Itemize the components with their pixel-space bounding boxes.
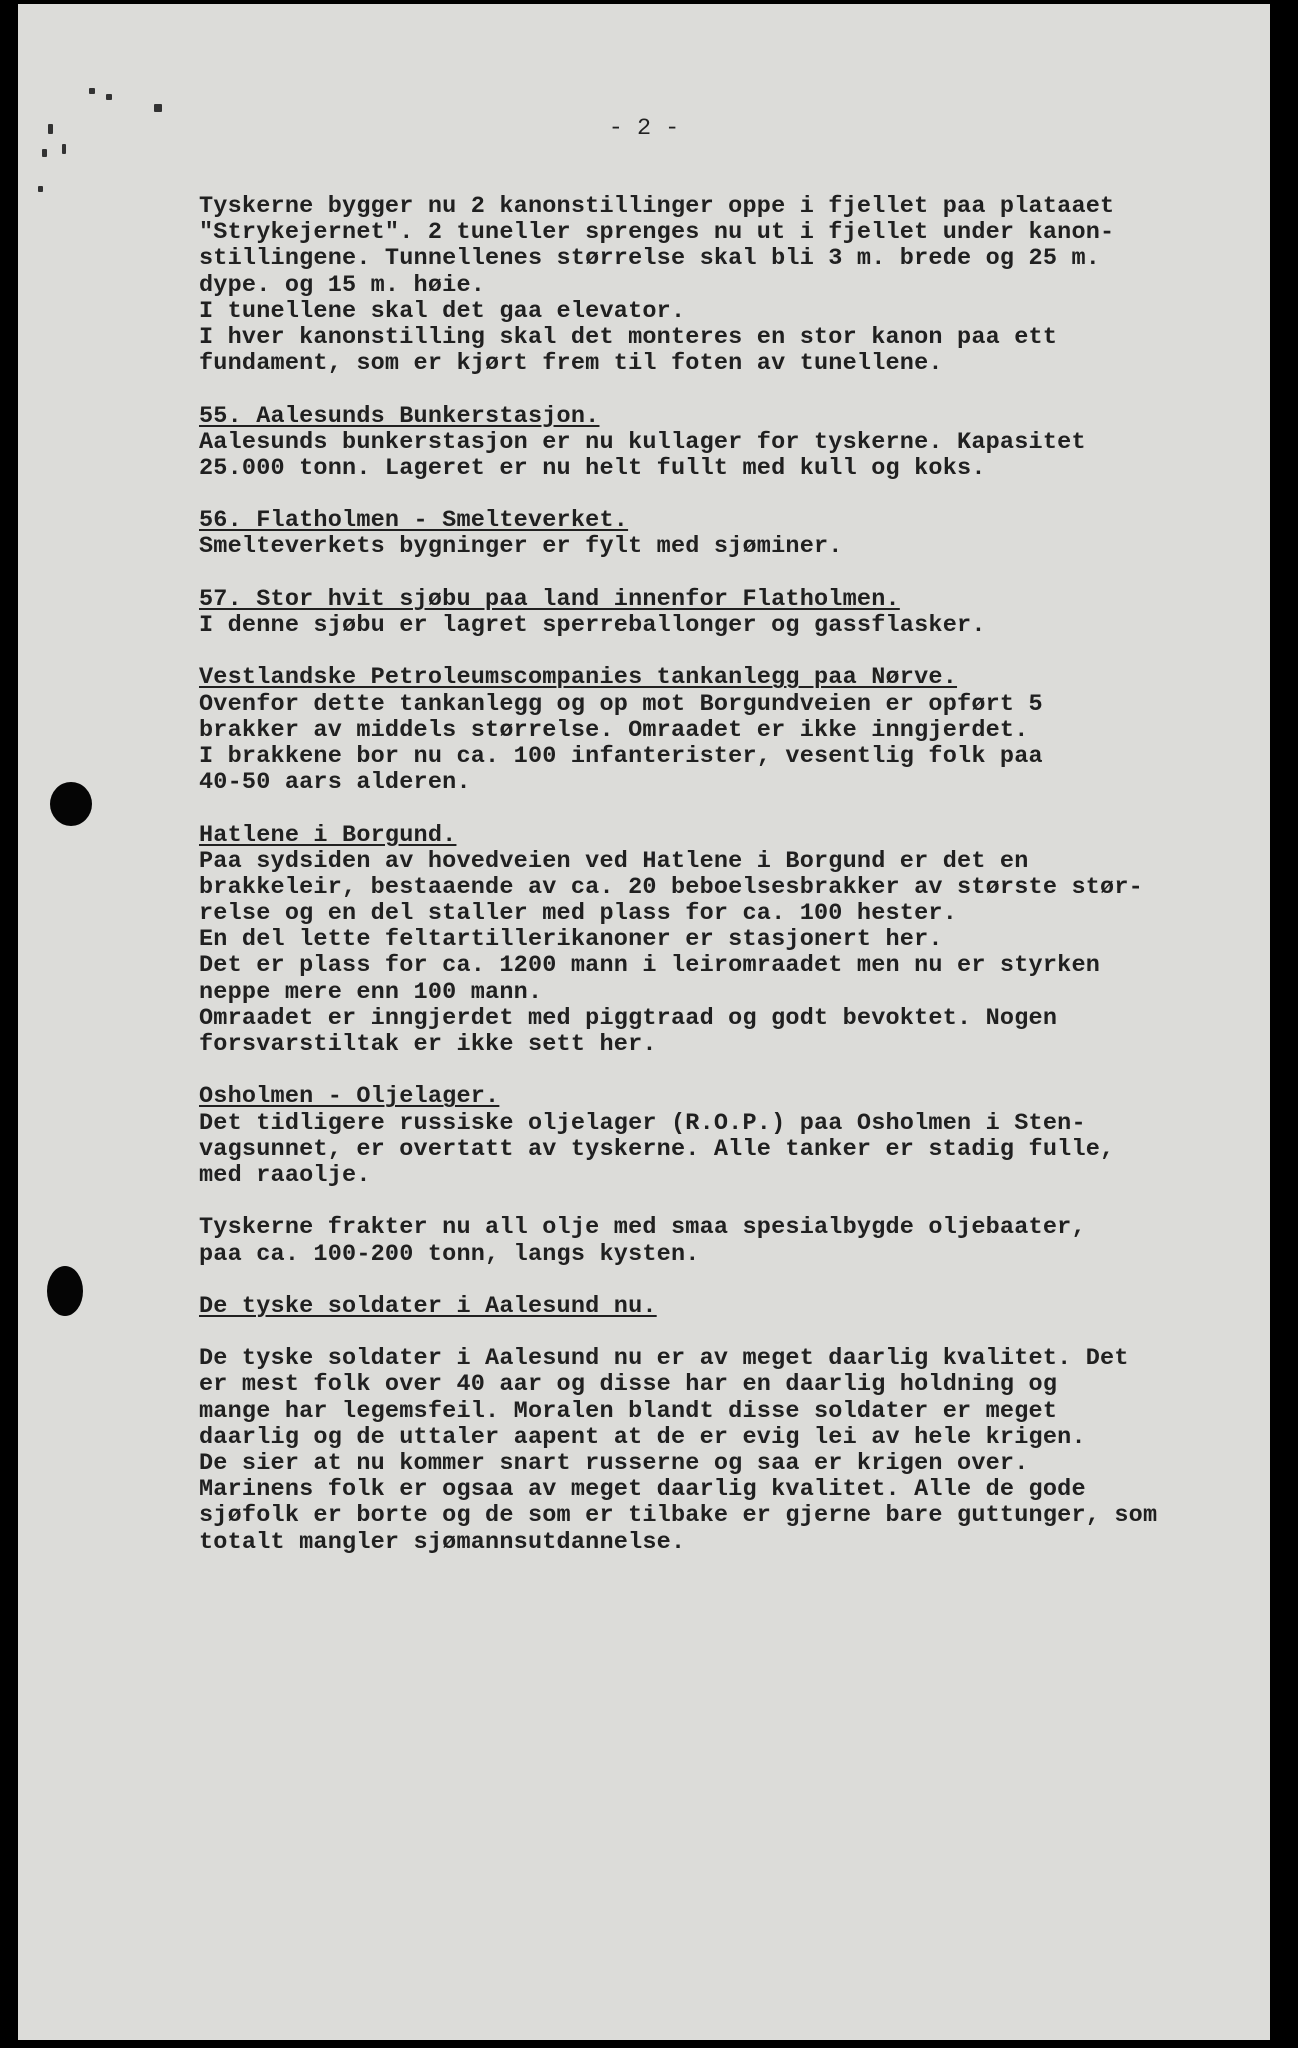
text-line: Det tidligere russiske oljelager (R.O.P.) paa Osholmen i Sten-	[199, 1109, 1086, 1137]
text-line: Paa sydsiden av hovedveien ved Hatlene i Borgund er det en	[199, 847, 1029, 875]
section-heading: Vestlandske Petroleumscompanies tankanlegg paa Nørve.	[199, 664, 958, 692]
section-heading: Osholmen - Oljelager.	[199, 1083, 500, 1111]
speck-mark	[38, 186, 43, 192]
section-heading: 55. Aalesunds Bunkerstasjon.	[199, 402, 600, 430]
text-line: I denne sjøbu er lagret sperreballonger og gassflasker.	[199, 612, 986, 639]
text-line: Omraadet er inngjerdet med piggtraad og godt bevoktet. Nogen	[199, 1004, 1058, 1032]
text-line: I tunellene skal det gaa elevator.	[199, 297, 686, 325]
text-line: De tyske soldater i Aalesund nu er av meget daarlig kvalitet. Det	[199, 1345, 1129, 1373]
text-line: I hver kanonstilling skal det monteres en stor kanon paa ett	[199, 323, 1058, 351]
text-line: "Strykejernet". 2 tuneller sprenges nu ut i fjellet under kanon-	[199, 219, 1115, 247]
punch-hole-top	[50, 782, 92, 826]
section-heading: 56. Flatholmen - Smelteverket.	[199, 507, 629, 535]
text-line: stillingene. Tunnellenes størrelse skal bli 3 m. brede og 25 m.	[199, 245, 1101, 273]
text-line: Aalesunds bunkerstasjon er nu kullager for tyskerne. Kapasitet	[199, 428, 1086, 456]
text-line: Tyskerne frakter nu all olje med smaa spesialbygde oljebaater,	[199, 1214, 1086, 1242]
text-line: totalt mangler sjømannsutdannelse.	[199, 1528, 686, 1556]
text-line: Ovenfor dette tankanlegg og op mot Borgundveien er opført 5	[199, 690, 1043, 718]
text-line: Tyskerne bygger nu 2 kanonstillinger oppe i fjellet paa plataaet	[199, 193, 1115, 220]
section-heading: De tyske soldater i Aalesund nu.	[199, 1292, 657, 1320]
text-line	[199, 1320, 1259, 1346]
section-heading: Hatlene i Borgund.	[199, 821, 457, 849]
document-page	[18, 4, 1270, 2040]
text-line: brakkeleir, bestaaende av ca. 20 beboelsesbrakker av største stør-	[199, 873, 1143, 901]
text-line: fundament, som er kjørt frem til foten av tunellene.	[199, 350, 943, 378]
text-line: I brakkene bor nu ca. 100 infanterister, vesentlig folk paa	[199, 742, 1043, 770]
text-line: forsvarstiltak er ikke sett her.	[199, 1031, 657, 1058]
text-line: neppe mere enn 100 mann.	[199, 978, 543, 1006]
text-line: dype. og 15 m. høie.	[199, 271, 486, 299]
body-text	[199, 194, 1259, 1556]
text-line	[199, 1189, 1259, 1215]
text-line: mange har legemsfeil. Moralen blandt disse soldater er meget	[199, 1397, 1058, 1425]
speck-mark	[106, 94, 112, 100]
text-line: sjøfolk er borte og de som er tilbake er gjerne bare guttunger, som	[199, 1502, 1158, 1530]
text-line: 40-50 aars alderen.	[199, 769, 471, 797]
section-heading: 57. Stor hvit sjøbu paa land innenfor Flatholmen.	[199, 585, 900, 613]
text-line: Smelteverkets bygninger er fylt med sjøminer.	[199, 533, 843, 561]
text-line: paa ca. 100-200 tonn, langs kysten.	[199, 1240, 700, 1268]
text-line: vagsunnet, er overtatt av tyskerne. Alle tanker er stadig fulle,	[199, 1135, 1115, 1163]
text-line: brakker av middels størrelse. Omraadet er ikke inngjerdet.	[199, 716, 1029, 744]
text-line: er mest folk over 40 aar og disse har en daarlig holdning og	[199, 1371, 1058, 1399]
text-line: De sier at nu kommer snart russerne og saa er krigen over.	[199, 1450, 1029, 1477]
punch-hole-bottom	[47, 1266, 83, 1316]
text-line: daarlig og de uttaler aapent at de er evig lei av hele krigen.	[199, 1423, 1086, 1451]
text-line: Marinens folk er ogsaa av meget daarlig kvalitet. Alle de gode	[199, 1476, 1086, 1504]
text-line: med raaolje.	[199, 1161, 371, 1189]
speck-mark	[154, 104, 162, 112]
text-line: Det er plass for ca. 1200 mann i leiromraadet men nu er styrken	[199, 952, 1101, 980]
page-number: - 2 -	[608, 115, 680, 142]
text-line: En del lette feltartillerikanoner er stasjonert her.	[199, 926, 943, 954]
speck-mark	[89, 88, 95, 94]
text-line: 25.000 tonn. Lageret er nu helt fullt med kull og koks.	[199, 454, 986, 482]
speck-mark	[62, 144, 66, 154]
speck-mark	[42, 149, 47, 157]
text-line: relse og en del staller med plass for ca. 100 hester.	[199, 900, 958, 928]
